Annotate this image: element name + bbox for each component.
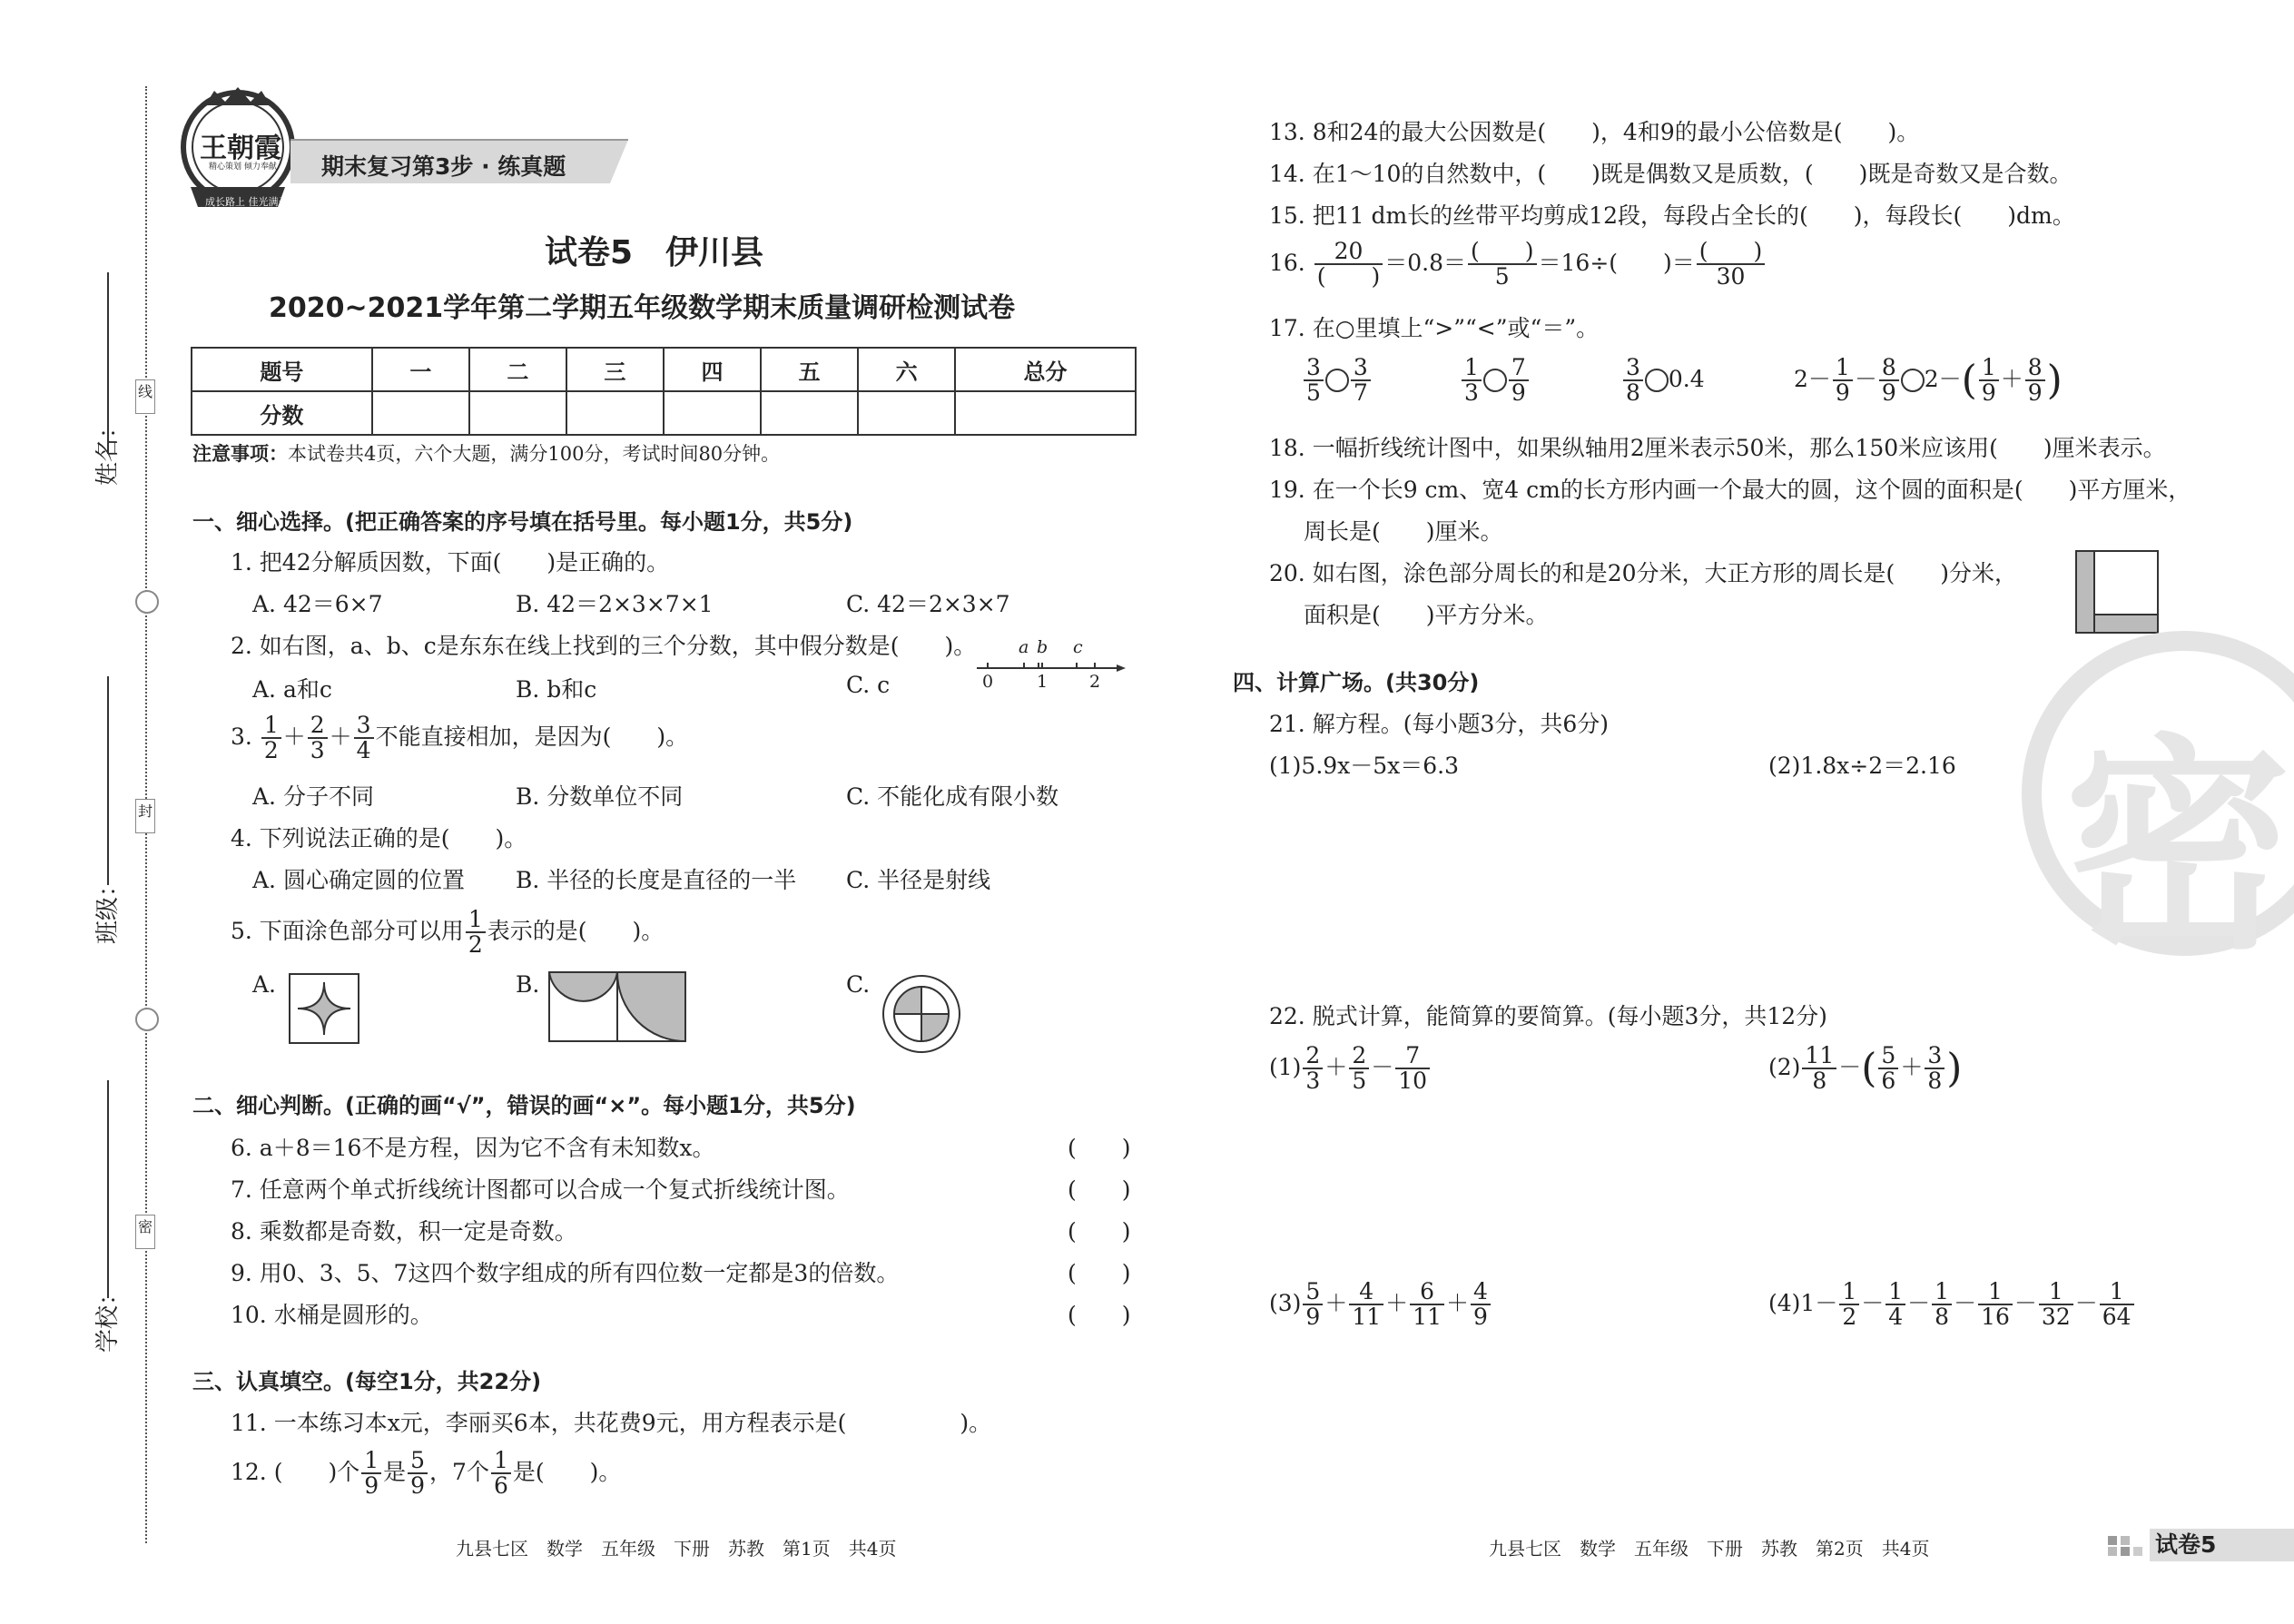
q17-compare-4: 2－ $\frac{1}{9}$ － $\frac{8}{9}$ 2－( $\frac{1}{9}$ ＋ $\frac{8}{9}$ )	[1794, 354, 2063, 407]
class-field[interactable]	[107, 676, 109, 885]
q2-option-b[interactable]: B. b和c	[516, 676, 597, 703]
q14: 14. 在1～10的自然数中，( )既是偶数又是质数，( )既是奇数又是合数。	[1269, 161, 2072, 187]
q5-option-b[interactable]: B.	[516, 971, 540, 998]
q16: 16. $\frac{20}{( )}$ ＝0.8＝ $\frac{( )}{5}$ ＝16÷( )＝ $\frac{( )}{30}$	[1269, 240, 1767, 290]
score-cell-header: 二	[469, 348, 566, 391]
score-cell-header: 三	[566, 348, 664, 391]
score-cell-header: 六	[858, 348, 955, 391]
compare-circle[interactable]	[1325, 369, 1349, 392]
score-cell[interactable]	[955, 391, 1136, 435]
q3-stem: 3. $\frac{1}{2}$ ＋ $\frac{2}{3}$ ＋ $\frac{3}{4}$ 不能直接相加，是因为( )。	[231, 712, 689, 764]
q4-option-a[interactable]: A. 圆心确定圆的位置	[252, 867, 465, 893]
footer-left-page: 九县七区 数学 五年级 下册 苏教 第1页 共4页	[456, 1538, 897, 1560]
score-cell-header: 五	[761, 348, 858, 391]
q5-option-c[interactable]: C.	[846, 971, 871, 998]
q3-option-b[interactable]: B. 分数单位不同	[516, 783, 684, 810]
q11: 11. 一本练习本x元，李丽买6本，共花费9元，用方程表示是( )。	[231, 1410, 992, 1436]
q17-compare-1: $\frac{3}{5}$ $\frac{3}{7}$	[1302, 356, 1373, 406]
brand-logo	[178, 87, 298, 207]
q21-eq2: (2)1.8x÷2＝2.16	[1768, 753, 1956, 779]
q3-option-c[interactable]: C. 不能化成有限小数	[846, 783, 1059, 810]
binding-mark-line: 线	[135, 379, 155, 414]
score-cell[interactable]	[469, 391, 566, 435]
q5-figure-b	[548, 971, 686, 1049]
q5-option-a[interactable]: A.	[252, 971, 277, 998]
q2-stem: 2. 如右图，a、b、c是东东在线上找到的三个分数，其中假分数是( )。	[231, 633, 977, 659]
judge-item: 6. a＋8＝16不是方程，因为它不含有未知数x。	[231, 1135, 715, 1161]
compare-circle[interactable]	[1645, 369, 1669, 392]
footer-badge: 试卷5	[2150, 1529, 2294, 1561]
q5-figure-c	[881, 973, 962, 1060]
section4-heading: 四、计算广场。(共30分)	[1233, 670, 1480, 695]
q5-stem: 5. 下面涂色部分可以用 $\frac{1}{2}$ 表示的是( )。	[231, 906, 665, 959]
q17-compare-2: $\frac{1}{3}$ $\frac{7}{9}$	[1460, 356, 1531, 406]
q4-stem: 4. 下列说法正确的是( )。	[231, 825, 527, 851]
logo-ribbon: 成长路上 佳光满天	[205, 196, 289, 208]
footer-badge-stripes	[2108, 1534, 2148, 1558]
judge-answer-paren[interactable]: ( )	[1068, 1260, 1131, 1286]
q1-stem: 1. 把42分解质因数，下面( )是正确的。	[231, 549, 670, 576]
judge-item: 9. 用0、3、5、7这四个数字组成的所有四位数一定都是3的倍数。	[231, 1260, 900, 1286]
binding-mark-secret: 密	[135, 1215, 155, 1249]
logo-subtext: 精心策划 倾力奉献	[209, 162, 277, 172]
numberline-label-a: a	[1019, 637, 1029, 657]
logo-text: 王朝霞	[200, 133, 281, 164]
score-cell[interactable]	[372, 391, 469, 435]
q22-stem: 22. 脱式计算，能简算的要简算。(每小题3分，共12分)	[1269, 1003, 1827, 1029]
compare-circle[interactable]	[1483, 369, 1507, 392]
q1-option-c[interactable]: C. 42＝2×3×7	[846, 591, 1010, 617]
q2-option-a[interactable]: A. a和c	[252, 676, 332, 703]
binding-ring-icon	[135, 1008, 159, 1031]
score-cell[interactable]	[664, 391, 761, 435]
q18: 18. 一幅折线统计图中，如果纵轴用2厘米表示50米，那么150米应该用( )厘米表示。	[1269, 435, 2166, 461]
q20-square-figure	[2075, 550, 2159, 639]
q22-expr3: (3) $\frac{5}{9}$ ＋ $\frac{4}{11}$ ＋ $\frac{6}{11}$ ＋ $\frac{4}{9}$	[1269, 1280, 1492, 1330]
q15: 15. 把11 dm长的丝带平均剪成12段，每段占全长的( )，每段长( )dm。	[1269, 202, 2075, 229]
judge-item: 10. 水桶是圆形的。	[231, 1302, 433, 1328]
compare-circle[interactable]	[1901, 369, 1925, 392]
binding-mark-seal: 封	[135, 799, 155, 833]
q17-compare-3: $\frac{3}{8}$ 0.4	[1621, 356, 1705, 406]
score-cell-header: 题号	[192, 348, 372, 391]
number-line-figure	[971, 637, 1126, 692]
page-title: 试卷5 伊川县	[545, 234, 764, 271]
score-cell-header: 四	[664, 348, 761, 391]
q2-option-c[interactable]: C. c	[846, 672, 891, 698]
numberline-tick-2: 2	[1089, 672, 1101, 692]
q4-option-b[interactable]: B. 半径的长度是直径的一半	[516, 867, 797, 893]
q5-figure-a	[289, 973, 359, 1049]
school-field[interactable]	[107, 1080, 109, 1298]
score-cell[interactable]	[761, 391, 858, 435]
watermark-char: 密	[2064, 715, 2291, 979]
score-row-label: 分数	[192, 391, 372, 435]
judge-item: 8. 乘数都是奇数，积一定是奇数。	[231, 1218, 577, 1245]
notice-text: 本试卷共4页，六个大题，满分100分，考试时间80分钟。	[288, 443, 781, 465]
name-field[interactable]	[107, 272, 109, 454]
score-table-header-row	[192, 348, 1136, 391]
score-table-row	[192, 391, 1136, 435]
page-subtitle: 2020~2021学年第二学期五年级数学期末质量调研检测试卷	[269, 292, 1016, 324]
score-cell[interactable]	[858, 391, 955, 435]
section3-heading: 三、认真填空。(每空1分，共22分)	[192, 1369, 542, 1394]
q1-option-a[interactable]: A. 42＝6×7	[252, 591, 383, 617]
school-label: 学校：	[94, 1281, 122, 1353]
score-cell-header: 总分	[955, 348, 1136, 391]
q19-line2: 周长是( )厘米。	[1304, 518, 1503, 545]
section2-heading: 二、细心判断。(正确的画“√”，错误的画“×”。每小题1分，共5分)	[192, 1093, 856, 1118]
judge-answer-paren[interactable]: ( )	[1068, 1135, 1131, 1161]
q4-option-c[interactable]: C. 半径是射线	[846, 867, 991, 893]
q13: 13. 8和24的最大公因数是( )，4和9的最小公倍数是( )。	[1269, 119, 1920, 145]
numberline-label-c: c	[1073, 637, 1083, 657]
notice	[192, 439, 780, 467]
footer-right-page: 九县七区 数学 五年级 下册 苏教 第2页 共4页	[1489, 1538, 1930, 1560]
q22-expr4: (4)1－ $\frac{1}{2}$ － $\frac{1}{4}$ － $\frac{1}{8}$ － $\frac{1}{16}$ － $\frac{1}{32}$ － $\frac{1}{64}$	[1768, 1280, 2136, 1330]
notice-label: 注意事项：	[192, 443, 288, 465]
q22-expr2: (2) $\frac{11}{8}$ －( $\frac{5}{6}$ ＋ $\frac{3}{8}$ )	[1768, 1042, 1963, 1095]
q20-line1: 20. 如右图，涂色部分周长的和是20分米，大正方形的周长是( )分米，	[1269, 560, 2018, 586]
score-cell[interactable]	[566, 391, 664, 435]
q17-stem: 17. 在○里填上“>”“<”或“＝”。	[1269, 315, 1600, 341]
judge-answer-paren[interactable]: ( )	[1068, 1176, 1131, 1203]
secret-watermark	[2021, 630, 2294, 979]
q20-line2: 面积是( )平方分米。	[1304, 602, 1549, 628]
judge-item: 7. 任意两个单式折线统计图都可以合成一个复式折线统计图。	[231, 1176, 850, 1203]
banner-text: 期末复习第3步 · 练真题	[321, 153, 566, 180]
answer-area[interactable]	[1269, 1098, 2177, 1271]
binding-ring-icon	[135, 590, 159, 614]
class-label: 班级：	[94, 872, 122, 944]
header-banner	[290, 138, 635, 185]
q21-eq1: (1)5.9x－5x＝6.3	[1269, 753, 1460, 779]
name-label: 姓名：	[94, 414, 122, 486]
q19-line1: 19. 在一个长9 cm、宽4 cm的长方形内画一个最大的圆，这个圆的面积是( )平方厘米，	[1269, 477, 2191, 503]
q22-expr1: (1) $\frac{2}{3}$ ＋ $\frac{2}{5}$ － $\frac{7}{10}$	[1269, 1044, 1432, 1094]
score-table	[191, 347, 1137, 436]
q21-stem: 21. 解方程。(每小题3分，共6分)	[1269, 711, 1610, 737]
q3-option-a[interactable]: A. 分子不同	[252, 783, 374, 810]
section1-heading: 一、细心选择。(把正确答案的序号填在括号里。每小题1分，共5分)	[192, 509, 853, 535]
numberline-label-b: b	[1037, 637, 1049, 657]
score-cell-header: 一	[372, 348, 469, 391]
numberline-tick-1: 1	[1037, 672, 1049, 692]
judge-answer-paren[interactable]: ( )	[1068, 1218, 1131, 1245]
q1-option-b[interactable]: B. 42＝2×3×7×1	[516, 591, 714, 617]
q12: 12. ( )个 $\frac{1}{9}$ 是 $\frac{5}{9}$ ，7个 $\frac{1}{6}$ 是( )。	[231, 1447, 622, 1500]
numberline-tick-0: 0	[982, 672, 994, 692]
judge-answer-paren[interactable]: ( )	[1068, 1302, 1131, 1328]
